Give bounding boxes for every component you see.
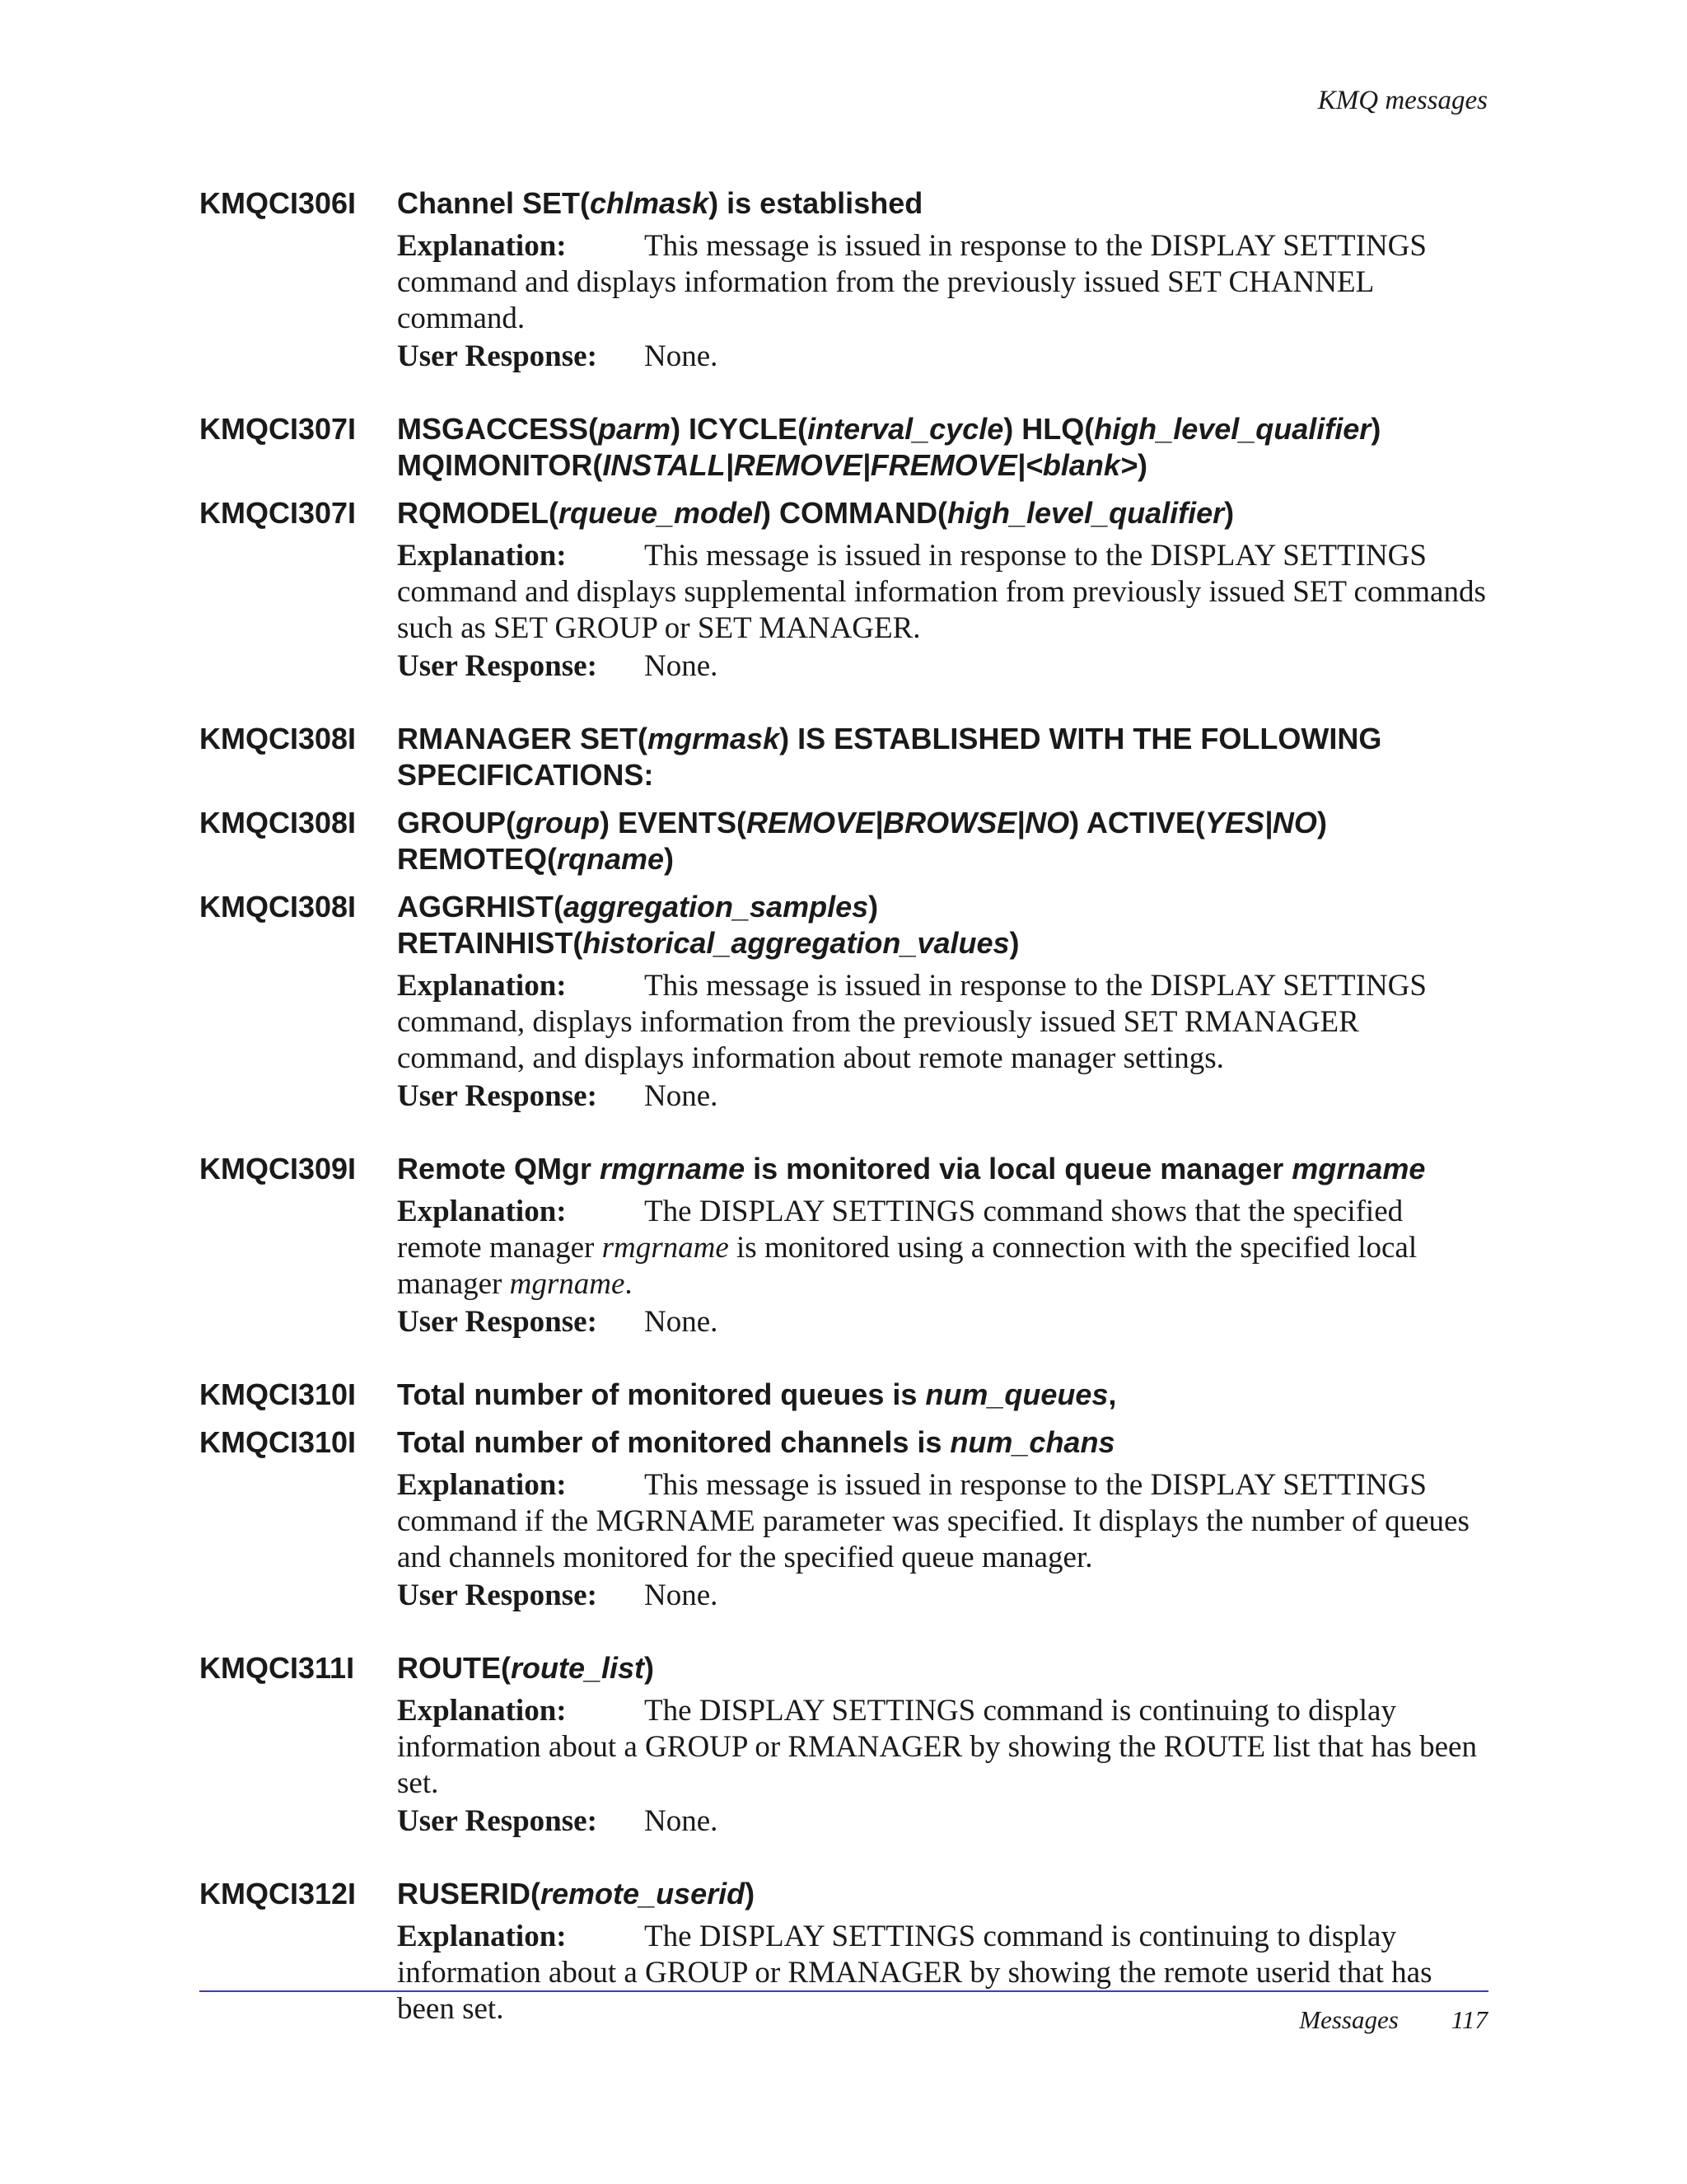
explanation-label: Explanation: <box>397 539 567 573</box>
message-id: KMQCI309I <box>199 1152 357 1186</box>
text-run: The DISPLAY SETTINGS command shows that the specified remote manager <box>397 1195 1404 1265</box>
message-heading <box>199 185 1488 222</box>
message-heading <box>199 1151 1488 1187</box>
explanation-label: Explanation: <box>397 229 567 263</box>
explanation-label: Explanation: <box>397 1468 567 1502</box>
message-entry <box>199 1151 1488 1340</box>
text-run: GROUP( <box>397 806 516 839</box>
message-list <box>199 185 1488 2064</box>
user-response-label: User Response: <box>397 1578 597 1612</box>
text-run: ) HLQ( <box>1003 412 1095 446</box>
message-heading <box>199 1876 1488 1912</box>
text-run: Remote QMgr <box>397 1152 600 1186</box>
variable-text: rqueue_model <box>558 496 762 530</box>
text-run: , <box>1108 1377 1117 1411</box>
variable-text: parm <box>598 412 671 446</box>
variable-text: high_level_qualifier <box>1094 412 1372 446</box>
user-response-value: None. <box>644 1578 718 1612</box>
explanation <box>397 1467 1488 1576</box>
message-id: KMQCI310I <box>199 1425 357 1459</box>
running-head: KMQ messages <box>1317 86 1488 115</box>
message-text <box>397 805 1488 877</box>
text-run: AGGRHIST( <box>397 890 563 924</box>
message-text <box>397 889 1488 961</box>
text-run: The DISPLAY SETTINGS command is continuing to display information about a GROUP or RMANAGER by showing the remote userid that has been set. <box>397 1920 1432 2026</box>
message-entry <box>199 411 1488 685</box>
variable-text: historical_aggregation_values <box>582 926 1010 960</box>
message-body <box>397 228 1488 375</box>
message-text <box>397 185 1488 222</box>
message-heading <box>199 721 1488 793</box>
message-entry <box>199 721 1488 1115</box>
message-heading <box>199 1650 1488 1686</box>
message-text <box>397 1151 1488 1187</box>
text-run: ) <box>664 842 675 876</box>
message-id: KMQCI306I <box>199 186 357 220</box>
user-response-value: None. <box>644 339 718 373</box>
text-run: RQMODEL( <box>397 496 558 530</box>
text-run: ) ACTIVE( <box>1069 806 1205 839</box>
user-response-label: User Response: <box>397 1804 597 1838</box>
text-run: Total number of monitored queues is <box>397 1377 926 1411</box>
text-run: RMANAGER SET( <box>397 722 647 755</box>
variable-text: mgrmask <box>647 722 780 755</box>
message-id: KMQCI308I <box>199 890 357 924</box>
message-id: KMQCI312I <box>199 1877 357 1910</box>
text-run: ) <box>644 1651 655 1685</box>
message-id: KMQCI308I <box>199 806 357 839</box>
message-text <box>397 1650 1488 1686</box>
text-run: ) REMOTEQ( <box>397 806 1327 876</box>
message-id: KMQCI307I <box>199 496 357 530</box>
message-body <box>397 1467 1488 1614</box>
message-body <box>397 968 1488 1115</box>
user-response <box>397 1078 1488 1115</box>
page-number: 117 <box>1451 2005 1488 2034</box>
user-response-label: User Response: <box>397 339 597 373</box>
message-id: KMQCI311I <box>199 1651 355 1685</box>
text-run: ) <box>745 1877 755 1910</box>
variable-text: chlmask <box>590 186 709 220</box>
user-response-value: None. <box>644 1804 718 1838</box>
user-response <box>397 1304 1488 1340</box>
explanation-label: Explanation: <box>397 969 567 1003</box>
text-run: This message is issued in response to the DISPLAY SETTINGS command and displays supplemental information from previously issued SET commands such as SET GROUP or SET MANAGER. <box>397 539 1486 645</box>
explanation <box>397 1693 1488 1802</box>
explanation-label: Explanation: <box>397 1195 567 1228</box>
message-heading <box>199 1424 1488 1461</box>
text-run: ) EVENTS( <box>599 806 746 839</box>
text-run: Total number of monitored channels is <box>397 1425 951 1459</box>
variable-text: num_queues <box>925 1377 1109 1411</box>
text-run: ROUTE( <box>397 1651 511 1685</box>
text-run: Channel SET( <box>397 186 591 220</box>
variable-text: rqname <box>557 842 665 876</box>
variable-text: INSTALL|REMOVE|FREMOVE|<blank> <box>602 448 1138 482</box>
variable-text: remote_userid <box>540 1877 745 1910</box>
variable-text: high_level_qualifier <box>947 496 1225 530</box>
text-run: ) ICYCLE( <box>671 412 808 446</box>
variable-text: mgrname <box>509 1267 625 1301</box>
message-text <box>397 1377 1488 1413</box>
message-entry <box>199 1377 1488 1614</box>
variable-text: YES|NO <box>1204 806 1317 839</box>
message-id: KMQCI308I <box>199 722 357 755</box>
text-run: ) RETAINHIST( <box>397 890 879 960</box>
footer-rule <box>199 1990 1488 1992</box>
message-id: KMQCI307I <box>199 412 357 446</box>
explanation <box>397 538 1488 647</box>
message-body <box>397 538 1488 685</box>
variable-text: interval_cycle <box>807 412 1004 446</box>
message-id: KMQCI310I <box>199 1377 357 1411</box>
explanation <box>397 228 1488 337</box>
message-text <box>397 1424 1488 1461</box>
text-run: MSGACCESS( <box>397 412 599 446</box>
user-response <box>397 1578 1488 1614</box>
page-footer <box>1299 2005 1488 2035</box>
message-entry <box>199 1650 1488 1840</box>
message-heading <box>199 1377 1488 1413</box>
variable-text: route_list <box>511 1651 645 1685</box>
message-text <box>397 1876 1488 1912</box>
text-run: ) is established <box>708 186 923 220</box>
message-entry <box>199 185 1488 375</box>
message-text <box>397 411 1488 484</box>
message-entry <box>199 1876 1488 2027</box>
message-body <box>397 1693 1488 1840</box>
variable-text: group <box>516 806 600 839</box>
variable-text: aggregation_samples <box>563 890 869 924</box>
text-run: ) COMMAND( <box>761 496 947 530</box>
explanation <box>397 968 1488 1077</box>
footer-section: Messages <box>1299 2005 1399 2034</box>
text-run: RUSERID( <box>397 1877 541 1910</box>
text-run: ) IS ESTABLISHED WITH THE FOLLOWING SPECIFICATIONS: <box>397 722 1382 792</box>
message-heading <box>199 411 1488 484</box>
user-response-label: User Response: <box>397 1305 597 1339</box>
text-run: This message is issued in response to the DISPLAY SETTINGS command if the MGRNAME parameter was specified. It displays the number of queues and channels monitored for the specified queue manager. <box>397 1468 1470 1574</box>
explanation-label: Explanation: <box>397 1920 567 1953</box>
variable-text: rmgrname <box>600 1152 745 1186</box>
variable-text: mgrname <box>1292 1152 1426 1186</box>
text-run: is monitored via local queue manager <box>745 1152 1292 1186</box>
text-run: This message is issued in response to the DISPLAY SETTINGS command and displays information from the previously issued SET CHANNEL command. <box>397 229 1427 335</box>
variable-text: num_chans <box>950 1425 1115 1459</box>
text-run: ) <box>1137 448 1147 482</box>
message-text <box>397 495 1488 531</box>
text-run: . <box>624 1267 633 1301</box>
explanation <box>397 1194 1488 1302</box>
user-response <box>397 648 1488 685</box>
message-text <box>397 721 1488 793</box>
user-response <box>397 339 1488 375</box>
user-response-value: None. <box>644 1305 718 1339</box>
variable-text: REMOVE|BROWSE|NO <box>746 806 1070 839</box>
message-heading <box>199 495 1488 531</box>
text-run: This message is issued in response to the DISPLAY SETTINGS command, displays information from the previously issued SET RMANAGER command, and displays information about remote manager settings. <box>397 969 1427 1075</box>
text-run: ) <box>1224 496 1235 530</box>
explanation-label: Explanation: <box>397 1694 567 1728</box>
text-run: ) <box>1009 926 1020 960</box>
message-heading <box>199 889 1488 961</box>
text-run: The DISPLAY SETTINGS command is continuing to display information about a GROUP or RMANAGER by showing the ROUTE list that has been set. <box>397 1694 1477 1800</box>
text-run: is monitored using a connection with the specified local manager <box>397 1231 1418 1301</box>
user-response <box>397 1803 1488 1840</box>
user-response-label: User Response: <box>397 649 597 683</box>
user-response-value: None. <box>644 649 718 683</box>
text-run: ) MQIMONITOR( <box>397 412 1381 482</box>
message-heading <box>199 805 1488 877</box>
user-response-label: User Response: <box>397 1079 597 1113</box>
user-response-value: None. <box>644 1079 718 1113</box>
message-body <box>397 1194 1488 1340</box>
variable-text: rmgrname <box>601 1231 729 1265</box>
